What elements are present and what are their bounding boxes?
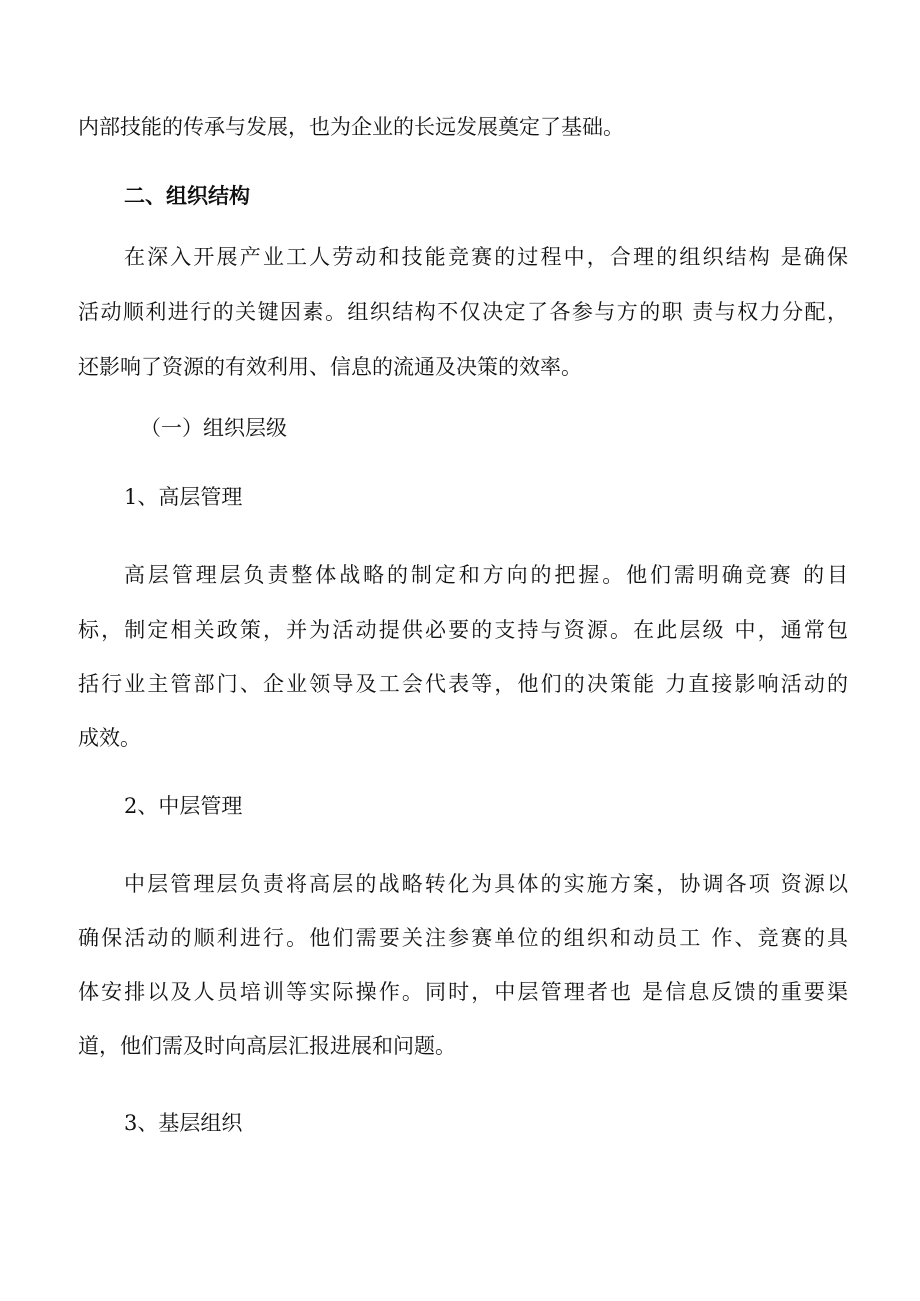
intro-paragraph-line-1: 在深入开展产业工人劳动和技能竞赛的过程中，合理的组织结构 是确保 xyxy=(124,245,848,269)
item-1-line-1: 高层管理层负责整体战略的制定和方向的把握。他们需明确竞赛 的目 xyxy=(124,563,848,587)
item-2-line-4: 道，他们需及时向高层汇报进展和问题。 xyxy=(78,1034,456,1058)
item-1-line-3: 括行业主管部门、企业领导及工会代表等，他们的决策能 力直接影响活动的 xyxy=(78,672,848,696)
intro-paragraph-line-2: 活动顺利进行的关键因素。组织结构不仅决定了各参与方的职 责与权力分配， xyxy=(78,300,848,324)
item-2-line-2: 确保活动的顺利进行。他们需要关注参赛单位的组织和动员工 作、竞赛的具 xyxy=(78,926,848,950)
item-2-heading: 2、中层管理 xyxy=(124,794,243,818)
subsection-heading: （一）组织层级 xyxy=(140,416,287,440)
item-1-line-4: 成效。 xyxy=(78,726,141,750)
item-1-line-2: 标，制定相关政策，并为活动提供必要的支持与资源。在此层级 中，通常包 xyxy=(78,618,848,642)
paragraph-continuation-line: 内部技能的传承与发展，也为企业的长远发展奠定了基础。 xyxy=(78,115,624,139)
section-heading: 二、组织结构 xyxy=(124,183,250,208)
item-1-heading: 1、高层管理 xyxy=(124,485,243,509)
item-2-line-3: 体安排以及人员培训等实际操作。同时，中层管理者也 是信息反馈的重要渠 xyxy=(78,980,848,1004)
item-2-line-1: 中层管理层负责将高层的战略转化为具体的实施方案，协调各项 资源以 xyxy=(124,872,848,896)
intro-paragraph-line-3: 还影响了资源的有效利用、信息的流通及决策的效率。 xyxy=(78,355,582,379)
item-3-heading: 3、基层组织 xyxy=(124,1111,243,1135)
